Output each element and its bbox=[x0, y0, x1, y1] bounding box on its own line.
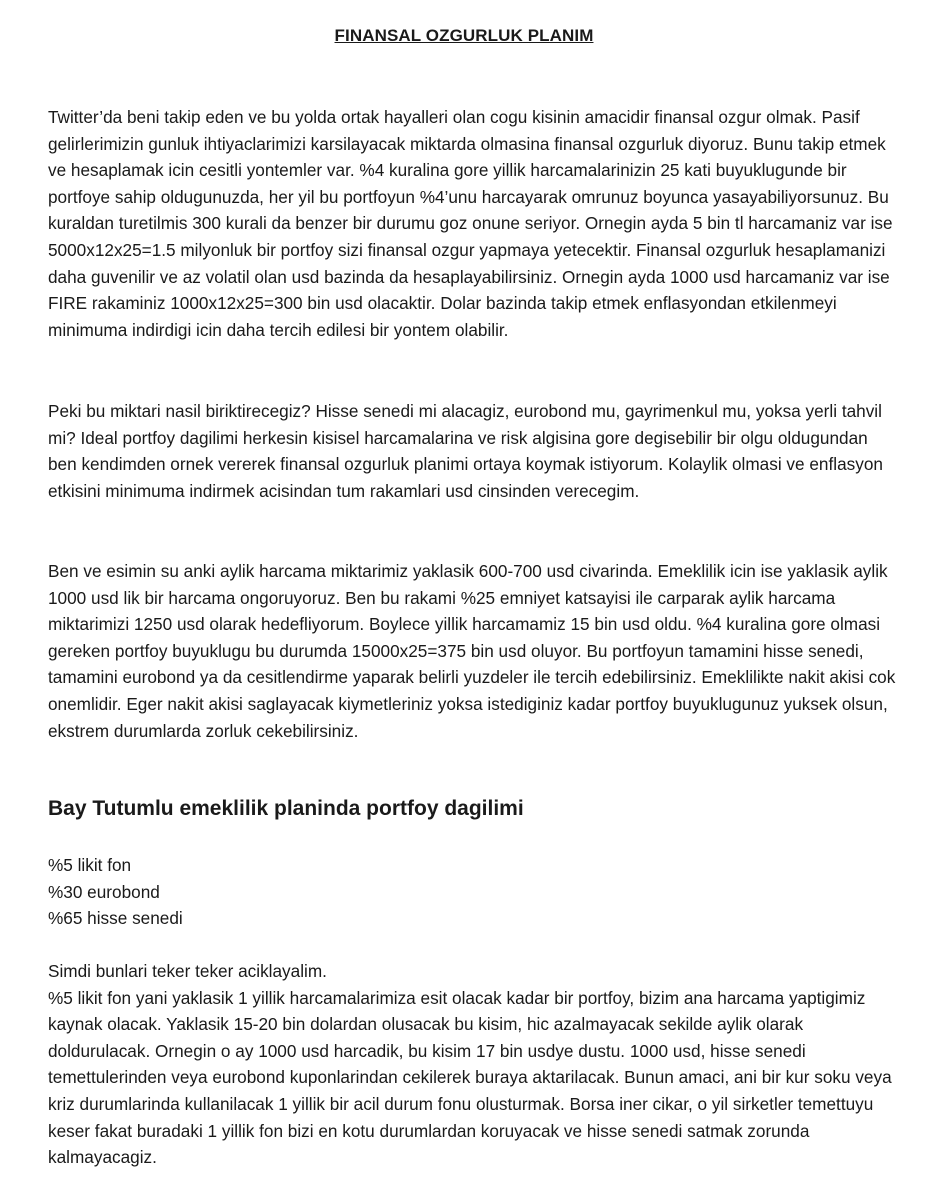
paragraph-explanation bbox=[48, 958, 898, 1171]
allocation-item-eurobond: %30 eurobond bbox=[48, 881, 160, 902]
allocation-item-liquid-fund: %5 likit fon bbox=[48, 855, 132, 875]
explanation-intro-line: Simdi bunlari teker teker aciklayalim. bbox=[48, 961, 327, 981]
section-heading: Bay Tutumlu emeklilik planinda portfoy dagilimi bbox=[48, 797, 524, 820]
explanation-liquid-fund-text: %5 likit fon yani yaklasik 1 yillik harcamalarimiza esit olacak kadar bir portfoy, bizim ana harcama yaptigimiz kaynak olacak. Yaklasik 15-20 bin dolardan olusacak bu kisim, hic azalmayacak sekilde aylik olarak doldurulacak. Ornegin o ay 1000 usd harcadik, bu kisim 17 bin usdye dustu. 1000 usd, hisse senedi temettulerinden veya eurobond kuponlarindan cekilerek buraya aktarilacak. Bunun amaci, ani bir kur soku veya kriz durumlarinda kullanilacak 1 yillik bir acil durum fonu olusturmak. Borsa iner cikar, o yil sirketler temettuyu keser fakat buradaki 1 yillik fon bizi en kotu durumlardan koruyacak ve hisse senedi satmak zorunda kalmayacagiz. bbox=[48, 987, 892, 1168]
allocation-item-stocks: %65 hisse senedi bbox=[48, 908, 183, 929]
paragraph-intro: Twitter’da beni takip eden ve bu yolda ortak hayalleri olan cogu kisinin amacidir finansal ozgur olmak. Pasif gelirlerimizin gunluk ihtiyaclarimizi karsilayacak miktarda olmasina finansal ozgurluk diyoruz. Bunu takip etmek ve hesaplamak icin cesitli yontemler var. %4 kuralina gore yillik harcamalarinizin 25 kati buyuklugunde bir portfoye sahip oldugunuzda, her yil bu portfoyun %4’unu harcayarak omrunuz boyunca yasayabiliyorsunuz. Bu kuraldan turetilmis 300 kurali da benzer bir durumu goz onune seriyor. Ornegin ayda 5 bin tl harcamaniz var ise 5000x12x25=1.5 milyonluk bir portfoy sizi finansal ozgur yapmaya yetecektir. Finansal ozgurluk hesaplamanizi daha guvenilir ve az volatil olan usd bazinda da hesaplayabilirsiniz. Ornegin ayda 1000 usd harcamaniz var ise FIRE rakaminiz 1000x12x25=300 bin usd olacaktir. Dolar bazinda takip etmek enflasyondan etkilenmeyi minimuma indirdigi icin daha tercih edilesi bir yontem olabilir. bbox=[48, 107, 893, 340]
allocation-list bbox=[48, 852, 183, 932]
paragraph-personal-plan: Ben ve esimin su anki aylik harcama miktarimiz yaklasik 600-700 usd civarinda. Emeklilik icin ise yaklasik aylik 1000 usd lik bir harcama ongoruyoruz. Ben bu rakami %25 emniyet katsayisi ile carparak aylik harcama miktarimizi 1250 usd olarak hedefliyorum. Boylece yillik harcamamiz 15 bin usd oldu. %4 kuralina gore olmasi gereken portfoy buyuklugu bu durumda 15000x25=375 bin usd oluyor. Bu portfoyun tamamini hisse senedi, tamamini eurobond ya da cesitlendirme yaparak belirli yuzdeler ile tercih edebilirsiniz. Emeklilikte nakit akisi cok onemlidir. Eger nakit akisi saglayacak kiymetleriniz yoksa istediginiz kadar portfoy buyuklugunuz yuksek olsun, ekstrem durumlarda zorluk cekebilirsiniz. bbox=[48, 561, 896, 741]
paragraph-saving-question: Peki bu miktari nasil biriktirecegiz? Hisse senedi mi alacagiz, eurobond mu, gayrimenkul mu, yoksa yerli tahvil mi? Ideal portfoy dagilimi herkesin kisisel harcamalarina ve risk algisina gore degisebilir bir olgu oldugundan ben kendimden ornek vererek finansal ozgurluk planimi ortaya koymak istiyorum. Kolaylik olmasi ve enflasyon etkisini minimuma indirmek acisindan tum rakamlari usd cinsinden verecegim. bbox=[48, 401, 883, 501]
document-title: FINANSAL OZGURLUK PLANIM bbox=[334, 26, 594, 45]
